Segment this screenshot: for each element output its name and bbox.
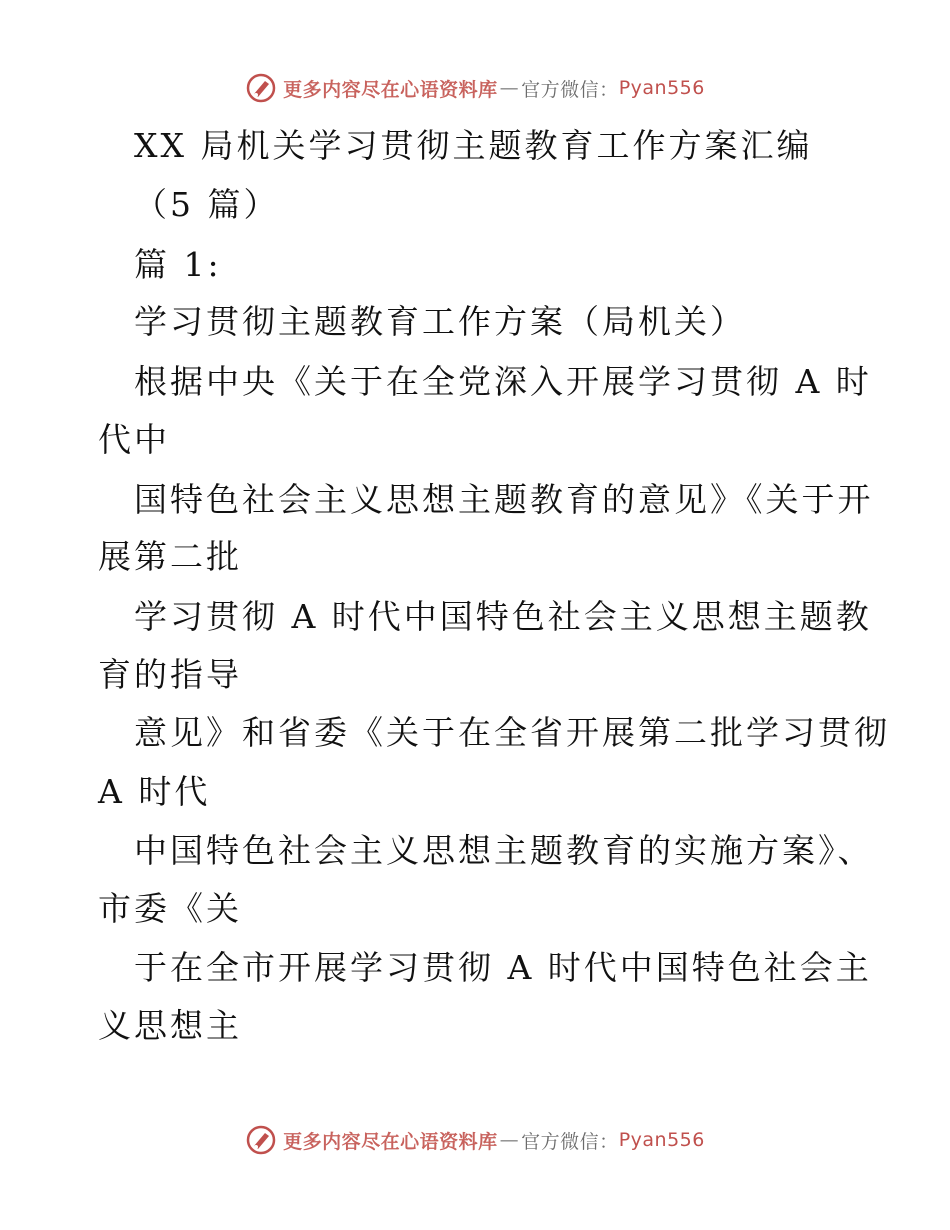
body-line: A 时代 <box>98 772 211 811</box>
body-line: 代中 <box>98 420 170 459</box>
body-line: 国特色社会主义思想主题教育的意见》《关于开 <box>134 480 874 519</box>
pen-logo-icon <box>245 1124 277 1156</box>
body-line: 义思想主 <box>98 1006 242 1045</box>
body-line: 意见》和省委《关于在全省开展第二批学习贯彻 <box>134 713 890 752</box>
document-subtitle: （5 篇） <box>134 185 280 224</box>
body-line: 育的指导 <box>98 655 242 694</box>
section-heading: 学习贯彻主题教育工作方案（局机关） <box>134 302 746 341</box>
section-label: 篇 1: <box>134 245 222 284</box>
watermark-wechat-label: 官方微信： <box>521 1130 619 1153</box>
body-line: 于在全市开展学习贯彻 A 时代中国特色社会主 <box>134 948 872 987</box>
watermark-footer <box>0 1124 950 1156</box>
watermark-brand: 更多内容尽在心语资料库 <box>283 1130 498 1153</box>
body-line: 根据中央《关于在全党深入开展学习贯彻 A 时 <box>134 362 872 401</box>
watermark-wechat-id: Pyan556 <box>618 1129 705 1151</box>
body-line: 学习贯彻 A 时代中国特色社会主义思想主题教 <box>134 597 872 636</box>
watermark-wechat-id: Pyan556 <box>618 77 705 99</box>
body-line: 展第二批 <box>98 537 242 576</box>
pen-logo-icon <box>245 72 277 104</box>
watermark-brand: 更多内容尽在心语资料库 <box>283 78 498 101</box>
watermark-dash: — <box>499 1129 520 1151</box>
document-title: XX 局机关学习贯彻主题教育工作方案汇编 <box>134 126 813 165</box>
watermark-wechat-label: 官方微信： <box>521 78 619 101</box>
watermark-dash: — <box>499 77 520 99</box>
body-line: 中国特色社会主义思想主题教育的实施方案》、 <box>134 831 874 870</box>
body-line: 市委《关 <box>98 889 242 928</box>
watermark-header <box>0 72 950 104</box>
